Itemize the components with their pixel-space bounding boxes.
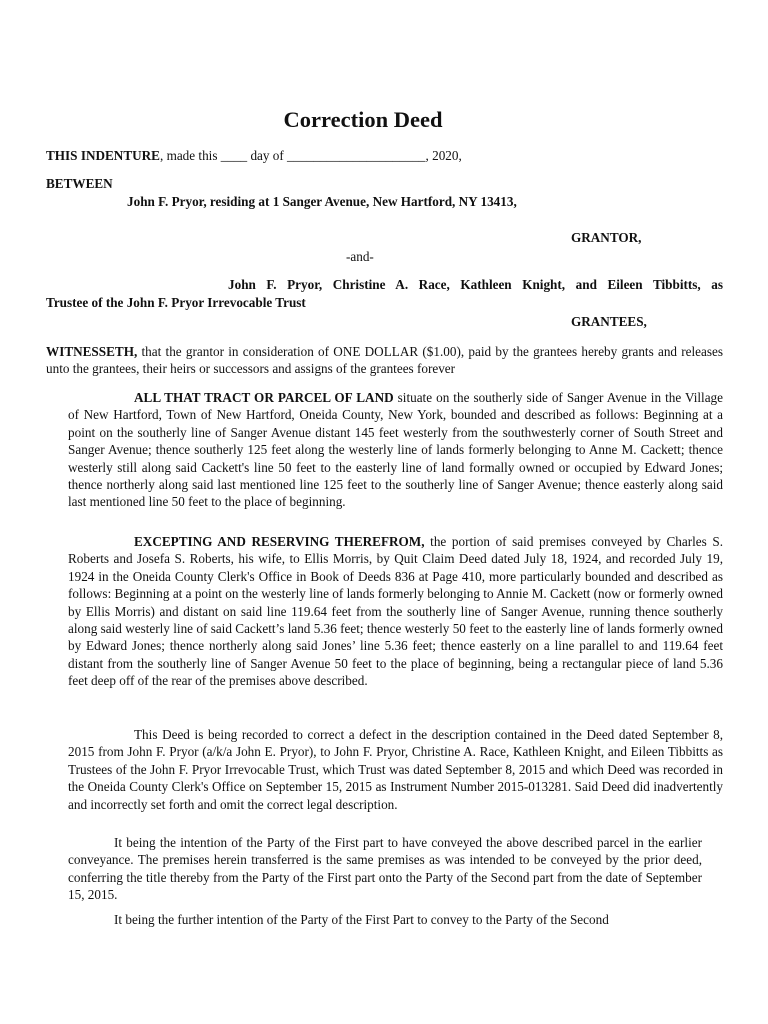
grantees-block bbox=[46, 276, 723, 312]
parcel-paragraph bbox=[68, 389, 723, 511]
grantees-line-1: John F. Pryor, Christine A. Race, Kathleen Knight, and Eileen Tibbitts, as bbox=[228, 277, 723, 292]
parcel-text: situate on the southerly side of Sanger Avenue in the Village of New Hartford, Town of New Hartford, Oneida County, New York, bounded and described as follows: Beginning at a point on the southerly line of Sanger Avenue distant 145 feet westerly from the southwesterly corner of South Street and Sanger Avenue; thence southerly 125 feet along the westerly line of lands formerly belonging to Anne M. Cackett; thence westerly still along said Cackett's line 50 feet to the easterly line of land formally owned or occupied by Edward Jones; thence northerly along said last mentioned line 125 feet to the southerly line of Sanger Avenue; thence easterly along said last mentioned line 50 feet to the place of beginning. bbox=[68, 390, 723, 510]
witnesseth-label: WITNESSETH, bbox=[46, 344, 138, 359]
indenture-line bbox=[46, 147, 462, 164]
grantees-label: GRANTEES, bbox=[571, 314, 647, 329]
excepting-text: the portion of said premises conveyed by Charles S. Roberts and Josefa S. Roberts, his wife, to Ellis Morris, by Quit Claim Deed dated July 18, 1924, and recorded July 19, 1924 in the Oneida County Clerk's Office in Book of Deeds 836 at Page 410, more particularly bounded and described as follows: Beginning at a point on the westerly line of lands formerly belonging to Annie M. Cackett (now or formerly owned by Ellis Morris) and distant on said line 119.64 feet from the southerly line of Sanger Avenue, running thence southerly along said westerly line of said Cackett’s land 5.36 feet; thence westerly 50 feet to the easterly line of lands formerly owned by Edward Jones; thence northerly along said Jones’ line 5.36 feet; thence easterly on a line parallel to and 119.64 feet distant from the southerly line of Sanger Avenue 50 feet to the place of beginning, being a rectangular piece of land 5.36 feet deep off of the rear of the premises above described. bbox=[68, 534, 723, 689]
excepting-paragraph bbox=[68, 533, 723, 690]
correction-text: This Deed is being recorded to correct a defect in the description contained in the Deed dated September 8, 2015 from John F. Pryor (a/k/a John E. Pryor), to John F. Pryor, Christine A. Race, Kathleen Knight, and Eileen Tibbitts as Trustees of the John F. Pryor Irrevocable Trust, which Trust was dated September 8, 2015 and which Deed was recorded in the Oneida County Clerk's Office on September 15, 2015 as Instrument Number 2015-013281. Said Deed did inadvertently and incorrectly set forth and omit the correct legal description. bbox=[68, 727, 723, 812]
grantor-line: John F. Pryor, residing at 1 Sanger Avenue, New Hartford, NY 13413, bbox=[127, 194, 517, 209]
intention-text: It being the intention of the Party of the First part to have conveyed the above described parcel in the earlier conveyance. The premises herein transferred is the same premises as was intended to be conveyed by the prior deed, conferring the title thereby from the Party of the First part onto the Party of the Second part from the date of September 15, 2015. bbox=[68, 835, 702, 903]
grantees-line-2: Trustee of the John F. Pryor Irrevocable Trust bbox=[46, 295, 306, 310]
and-label: -and- bbox=[346, 249, 374, 264]
indenture-text: , made this ____ day of _____________________, 2020, bbox=[159, 148, 462, 163]
further-paragraph: It being the further intention of the Party of the First Part to convey to the Party of the Second bbox=[114, 912, 609, 927]
grantor-label: GRANTOR, bbox=[571, 230, 642, 245]
parcel-label: ALL THAT TRACT OR PARCEL OF LAND bbox=[134, 390, 394, 405]
correction-paragraph bbox=[68, 726, 723, 813]
indenture-label: THIS INDENTURE bbox=[46, 148, 160, 163]
witnesseth-paragraph bbox=[46, 343, 723, 378]
between-label: BETWEEN bbox=[46, 176, 113, 191]
page-title: Correction Deed bbox=[283, 107, 443, 132]
witnesseth-text: that the grantor in consideration of ONE DOLLAR ($1.00), paid by the grantees hereby grants and releases unto the grantees, their heirs or successors and assigns of the grantees forever bbox=[46, 344, 723, 377]
intention-paragraph bbox=[68, 834, 702, 904]
excepting-label: EXCEPTING AND RESERVING THEREFROM, bbox=[134, 534, 425, 549]
